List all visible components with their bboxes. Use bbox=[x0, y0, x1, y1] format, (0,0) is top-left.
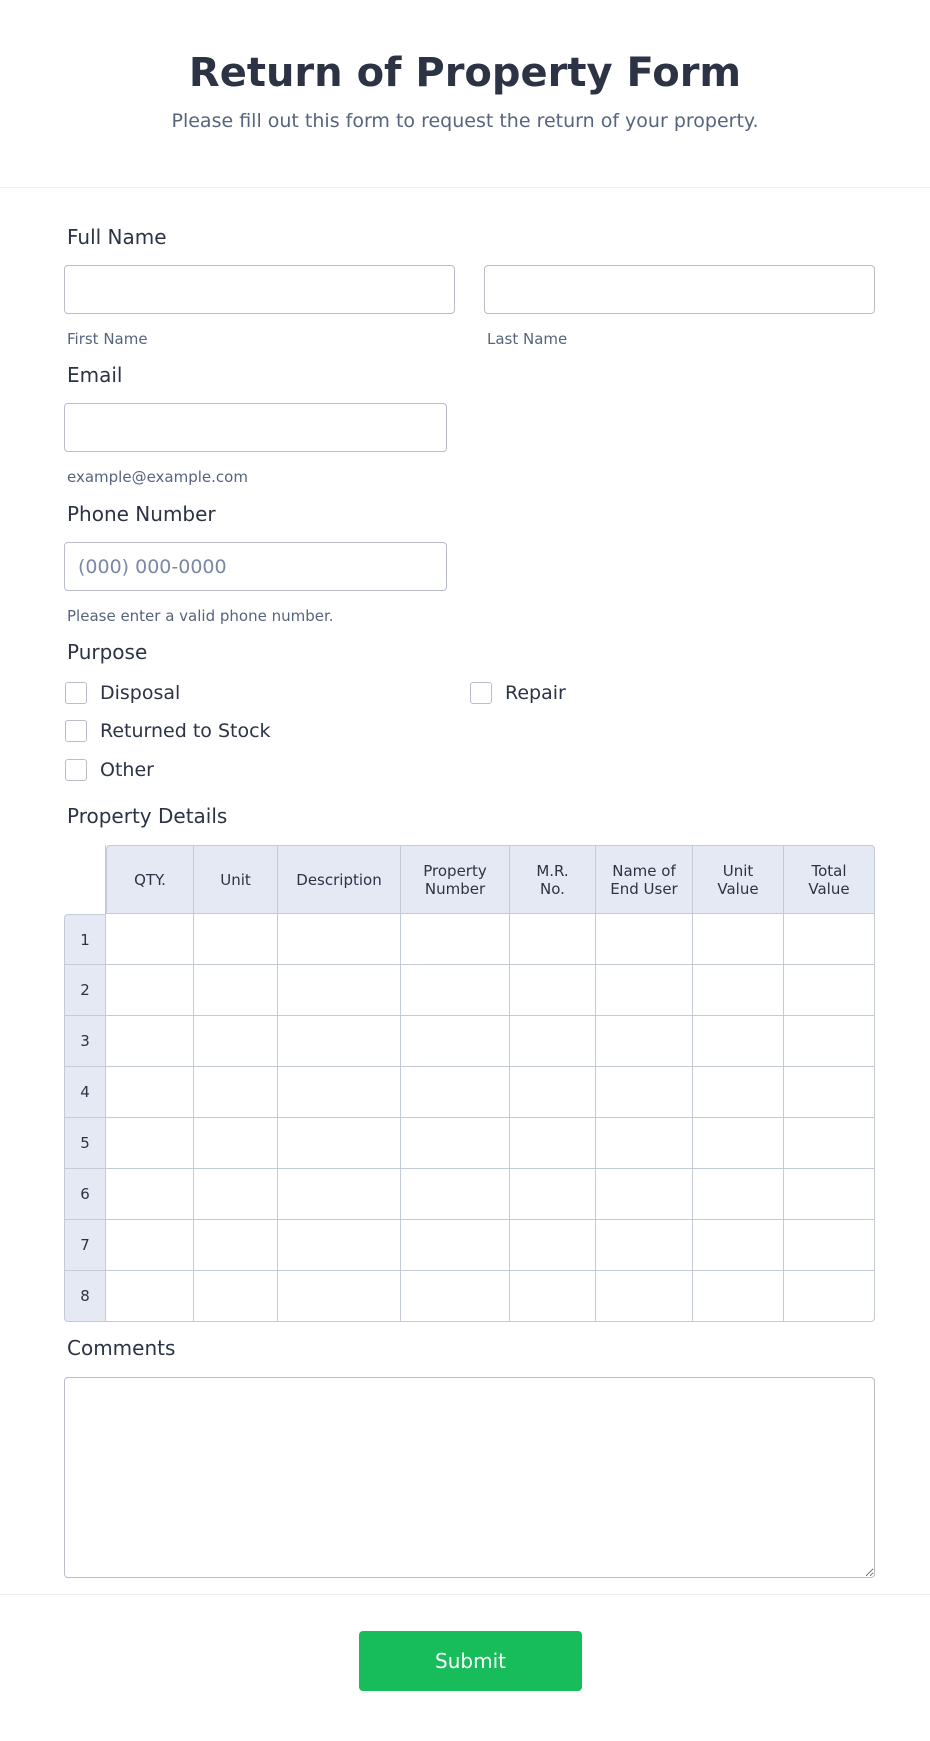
table-cell[interactable] bbox=[194, 914, 278, 965]
table-cell[interactable] bbox=[510, 914, 596, 965]
table-cell[interactable] bbox=[401, 1169, 510, 1220]
table-cell[interactable] bbox=[784, 1271, 875, 1322]
form-header bbox=[0, 0, 930, 188]
table-cell[interactable] bbox=[693, 1118, 784, 1169]
email-input[interactable] bbox=[64, 403, 447, 452]
property-details-label: Property Details bbox=[67, 804, 228, 828]
email-sublabel: example@example.com bbox=[67, 468, 248, 486]
row-number: 1 bbox=[64, 914, 106, 965]
row-number: 2 bbox=[64, 965, 106, 1016]
table-cell[interactable] bbox=[784, 1169, 875, 1220]
table-cell[interactable] bbox=[278, 914, 401, 965]
phone-input[interactable] bbox=[64, 542, 447, 591]
table-cell[interactable] bbox=[596, 1220, 693, 1271]
table-cell[interactable] bbox=[693, 1016, 784, 1067]
last-name-input[interactable] bbox=[484, 265, 875, 314]
property-details-table bbox=[64, 845, 875, 1322]
table-cell[interactable] bbox=[278, 1220, 401, 1271]
table-cell[interactable] bbox=[510, 1067, 596, 1118]
table-cell[interactable] bbox=[106, 1067, 194, 1118]
first-name-sublabel: First Name bbox=[67, 330, 148, 348]
purpose-option-other[interactable] bbox=[65, 759, 154, 781]
last-name-sublabel: Last Name bbox=[487, 330, 568, 348]
table-cell[interactable] bbox=[278, 1016, 401, 1067]
table-cell[interactable] bbox=[401, 1016, 510, 1067]
table-cell[interactable] bbox=[194, 1118, 278, 1169]
table-row bbox=[64, 1220, 875, 1271]
table-cell[interactable] bbox=[106, 1169, 194, 1220]
table-cell[interactable] bbox=[510, 1271, 596, 1322]
table-cell[interactable] bbox=[693, 965, 784, 1016]
table-cell[interactable] bbox=[510, 1169, 596, 1220]
table-cell[interactable] bbox=[596, 1169, 693, 1220]
row-number: 3 bbox=[64, 1016, 106, 1067]
table-row bbox=[64, 1118, 875, 1169]
row-number: 7 bbox=[64, 1220, 106, 1271]
returned-to-stock-label: Returned to Stock bbox=[100, 720, 271, 742]
table-cell[interactable] bbox=[278, 1067, 401, 1118]
column-header-unit: Unit bbox=[194, 845, 278, 914]
disposal-checkbox[interactable] bbox=[65, 682, 87, 704]
table-cell[interactable] bbox=[106, 965, 194, 1016]
repair-label: Repair bbox=[505, 682, 566, 704]
returned-to-stock-checkbox[interactable] bbox=[65, 720, 87, 742]
table-cell[interactable] bbox=[401, 1118, 510, 1169]
disposal-label: Disposal bbox=[100, 682, 181, 704]
other-checkbox[interactable] bbox=[65, 759, 87, 781]
email-label: Email bbox=[67, 363, 123, 387]
table-cell[interactable] bbox=[278, 965, 401, 1016]
table-cell[interactable] bbox=[106, 1016, 194, 1067]
column-header-qty: QTY. bbox=[106, 845, 194, 914]
table-cell[interactable] bbox=[106, 1220, 194, 1271]
purpose-option-repair[interactable] bbox=[470, 682, 566, 704]
table-cell[interactable] bbox=[693, 1271, 784, 1322]
comments-label: Comments bbox=[67, 1336, 176, 1360]
column-header-unit-value: Unit Value bbox=[693, 845, 784, 914]
table-row bbox=[64, 965, 875, 1016]
table-cell[interactable] bbox=[278, 1118, 401, 1169]
row-number: 5 bbox=[64, 1118, 106, 1169]
column-header-description: Description bbox=[278, 845, 401, 914]
row-number: 8 bbox=[64, 1271, 106, 1322]
table-cell[interactable] bbox=[596, 1271, 693, 1322]
table-cell[interactable] bbox=[194, 1169, 278, 1220]
comments-textarea[interactable] bbox=[64, 1377, 875, 1578]
phone-sublabel: Please enter a valid phone number. bbox=[67, 607, 334, 625]
table-cell[interactable] bbox=[106, 1271, 194, 1322]
submit-button[interactable]: Submit bbox=[359, 1631, 582, 1691]
column-header-property-number: Property Number bbox=[401, 845, 510, 914]
table-row bbox=[64, 1067, 875, 1118]
table-row bbox=[64, 1271, 875, 1322]
table-cell[interactable] bbox=[596, 965, 693, 1016]
table-cell[interactable] bbox=[401, 965, 510, 1016]
table-cell[interactable] bbox=[784, 965, 875, 1016]
table-cell[interactable] bbox=[596, 1118, 693, 1169]
table-cell[interactable] bbox=[784, 1220, 875, 1271]
table-cell[interactable] bbox=[784, 1016, 875, 1067]
table-cell[interactable] bbox=[194, 1220, 278, 1271]
row-number: 4 bbox=[64, 1067, 106, 1118]
table-cell[interactable] bbox=[106, 914, 194, 965]
purpose-option-disposal[interactable] bbox=[65, 682, 180, 704]
table-cell[interactable] bbox=[106, 1118, 194, 1169]
form-subtitle: Please fill out this form to request the return of your property. bbox=[171, 110, 759, 132]
footer-divider bbox=[0, 1594, 930, 1595]
form-title: Return of Property Form bbox=[188, 50, 742, 96]
full-name-label: Full Name bbox=[67, 225, 167, 249]
table-cell[interactable] bbox=[596, 1016, 693, 1067]
table-cell[interactable] bbox=[784, 1118, 875, 1169]
table-corner bbox=[64, 845, 106, 914]
table-cell[interactable] bbox=[784, 1067, 875, 1118]
table-cell[interactable] bbox=[194, 965, 278, 1016]
table-row bbox=[64, 1016, 875, 1067]
table-cell[interactable] bbox=[693, 1220, 784, 1271]
repair-checkbox[interactable] bbox=[470, 682, 492, 704]
table-cell[interactable] bbox=[510, 1220, 596, 1271]
column-header-end-user: Name of End User bbox=[596, 845, 693, 914]
table-cell[interactable] bbox=[401, 1271, 510, 1322]
table-cell[interactable] bbox=[693, 914, 784, 965]
purpose-label: Purpose bbox=[67, 640, 148, 664]
column-header-mr-no: M.R. No. bbox=[510, 845, 596, 914]
purpose-option-returned-to-stock[interactable] bbox=[65, 720, 271, 742]
row-number: 6 bbox=[64, 1169, 106, 1220]
table-cell[interactable] bbox=[693, 1067, 784, 1118]
table-cell[interactable] bbox=[510, 1016, 596, 1067]
table-cell[interactable] bbox=[784, 914, 875, 965]
table-cell[interactable] bbox=[401, 914, 510, 965]
table-cell[interactable] bbox=[194, 1016, 278, 1067]
table-cell[interactable] bbox=[510, 965, 596, 1016]
column-header-total-value: Total Value bbox=[784, 845, 875, 914]
table-header-row bbox=[64, 845, 875, 914]
other-label: Other bbox=[100, 759, 154, 781]
table-cell[interactable] bbox=[278, 1271, 401, 1322]
table-cell[interactable] bbox=[510, 1118, 596, 1169]
table-cell[interactable] bbox=[278, 1169, 401, 1220]
table-cell[interactable] bbox=[693, 1169, 784, 1220]
phone-label: Phone Number bbox=[67, 502, 216, 526]
table-row bbox=[64, 914, 875, 965]
table-cell[interactable] bbox=[596, 914, 693, 965]
table-cell[interactable] bbox=[596, 1067, 693, 1118]
table-cell[interactable] bbox=[401, 1220, 510, 1271]
table-cell[interactable] bbox=[194, 1271, 278, 1322]
table-cell[interactable] bbox=[401, 1067, 510, 1118]
table-row bbox=[64, 1169, 875, 1220]
table-cell[interactable] bbox=[194, 1067, 278, 1118]
first-name-input[interactable] bbox=[64, 265, 455, 314]
